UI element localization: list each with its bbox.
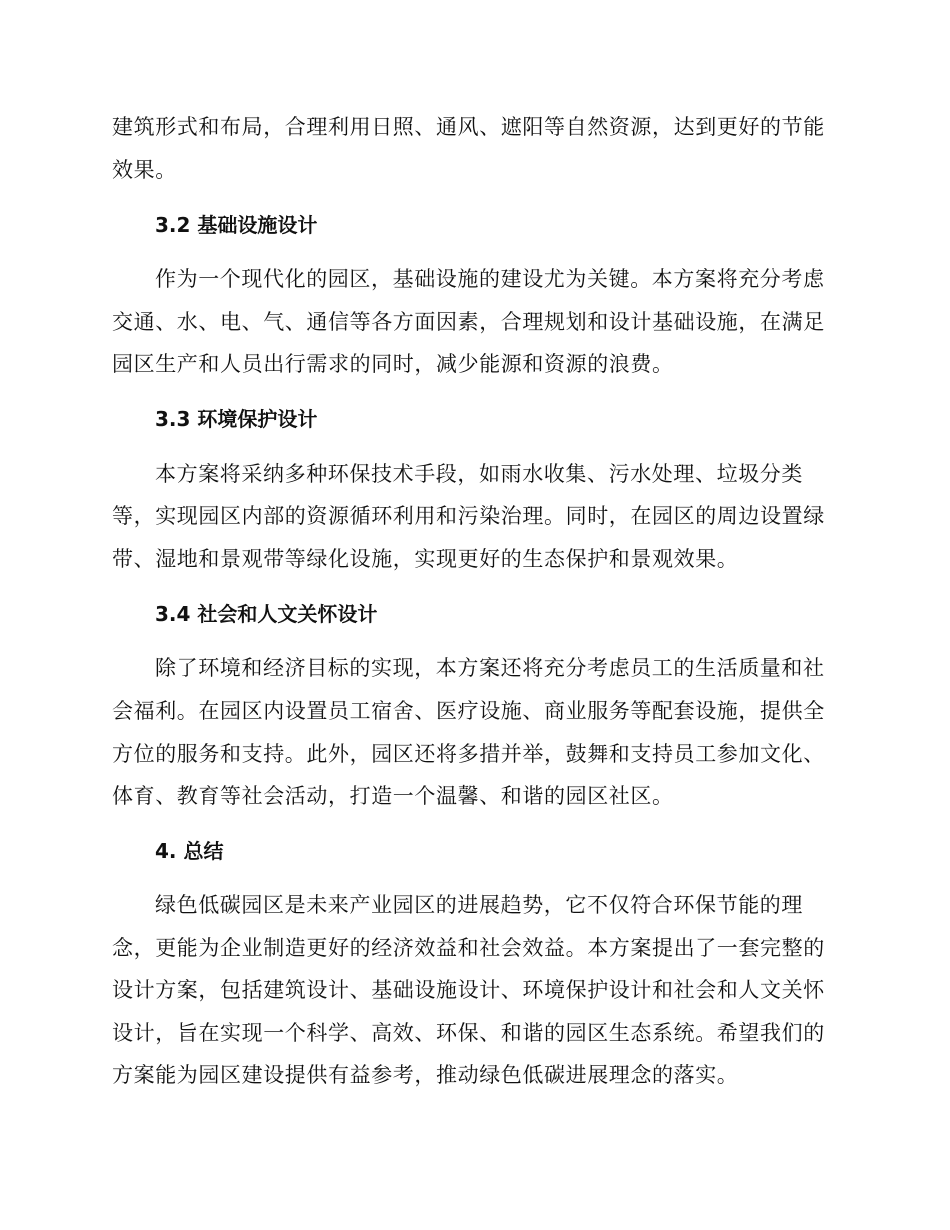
section-heading-4: 4. 总结 bbox=[155, 839, 224, 863]
section-heading-3-4: 3.4 社会和人文关怀设计 bbox=[155, 602, 378, 626]
section-heading-3-3: 3.3 环境保护设计 bbox=[155, 407, 318, 431]
paragraph-line: 设计，旨在实现一个科学、高效、环保、和谐的园区生态系统。希望我们的 bbox=[112, 1021, 825, 1045]
paragraph-line: 效果。 bbox=[112, 158, 177, 182]
paragraph-line: 除了环境和经济目标的实现，本方案还将充分考虑员工的生活质量和社 bbox=[155, 656, 825, 680]
paragraph-line: 会福利。在园区内设置员工宿舍、医疗设施、商业服务等配套设施，提供全 bbox=[112, 699, 825, 723]
paragraph-line: 念，更能为企业制造更好的经济效益和社会效益。本方案提出了一套完整的 bbox=[112, 936, 825, 960]
paragraph-line: 园区生产和人员出行需求的同时，减少能源和资源的浪费。 bbox=[112, 352, 674, 376]
paragraph-line: 设计方案，包括建筑设计、基础设施设计、环境保护设计和社会和人文关怀 bbox=[112, 978, 825, 1002]
paragraph-line: 绿色低碳园区是未来产业园区的进展趋势，它不仅符合环保节能的理 bbox=[155, 893, 803, 917]
paragraph-line: 交通、水、电、气、通信等各方面因素，合理规划和设计基础设施，在满足 bbox=[112, 310, 825, 334]
paragraph-line: 方位的服务和支持。此外，园区还将多措并举，鼓舞和支持员工参加文化、 bbox=[112, 742, 825, 766]
paragraph-line: 方案能为园区建设提供有益参考，推动绿色低碳进展理念的落实。 bbox=[112, 1063, 739, 1087]
paragraph-line: 作为一个现代化的园区，基础设施的建设尤为关键。本方案将充分考虑 bbox=[155, 267, 825, 291]
paragraph-line: 本方案将采纳多种环保技术手段，如雨水收集、污水处理、垃圾分类 bbox=[155, 462, 803, 486]
paragraph-line: 等，实现园区内部的资源循环利用和污染治理。同时，在园区的周边设置绿 bbox=[112, 504, 825, 528]
paragraph-line: 体育、教育等社会活动，打造一个温馨、和谐的园区社区。 bbox=[112, 784, 674, 808]
section-heading-3-2: 3.2 基础设施设计 bbox=[155, 213, 318, 237]
paragraph-line: 建筑形式和布局，合理利用日照、通风、遮阳等自然资源，达到更好的节能 bbox=[112, 115, 825, 139]
paragraph-line: 带、湿地和景观带等绿化设施，实现更好的生态保护和景观效果。 bbox=[112, 547, 739, 571]
